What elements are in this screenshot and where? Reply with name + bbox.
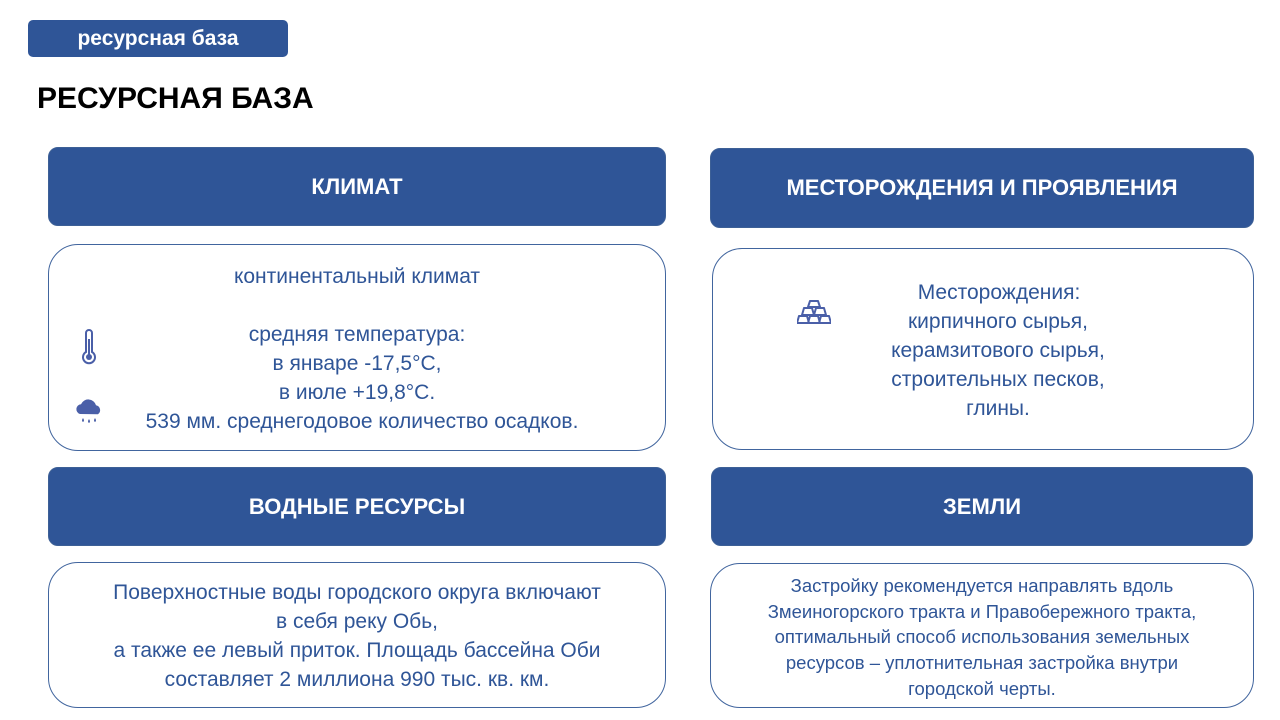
climate-text [49,262,665,436]
lands-line-3: оптимальный способ использования земельных [774,626,1190,648]
deposit-expanded-clay: керамзитового сырья, [891,339,1105,362]
water-line-4: составляет 2 миллиона 990 тыс. кв. км. [164,668,550,691]
climate-panel [48,244,666,451]
deposits-heading: Месторождения: [917,281,1081,304]
lands-panel [710,563,1254,708]
lands-text [711,573,1253,702]
page-title: РЕСУРСНАЯ БАЗА [37,82,314,115]
deposit-brick: кирпичного сырья, [907,310,1089,333]
water-header: ВОДНЫЕ РЕСУРСЫ [48,467,666,546]
water-text [49,578,665,694]
lands-header: ЗЕМЛИ [711,467,1253,546]
temperature-january: в январе -17,5°С, [272,352,442,375]
lands-line-5: городской черты. [908,677,1056,699]
climate-type: континентальный климат [233,265,481,288]
water-line-3: а также ее левый приток. Площадь бассейна Оби [113,639,601,662]
water-line-2: в себя реку Обь, [276,610,438,633]
lands-line-2: Змеиногорского тракта и Правобережного тракта, [767,600,1197,622]
deposits-text [743,278,1253,423]
section-tag: ресурсная база [28,20,288,57]
deposits-header: МЕСТОРОЖДЕНИЯ И ПРОЯВЛЕНИЯ [710,148,1254,228]
temperature-heading: средняя температура: [248,323,466,346]
thermometer-icon [81,329,97,365]
water-panel [48,562,666,708]
deposits-panel [712,248,1254,450]
rain-cloud-icon [74,399,104,427]
precipitation-text: 539 мм. среднегодовое количество осадков. [145,410,579,433]
lands-line-1: Застройку рекомендуется направлять вдоль [790,575,1174,596]
water-line-1: Поверхностные воды городского округа включают [113,581,601,604]
climate-header: КЛИМАТ [48,147,666,226]
deposit-sand: строительных песков, [891,368,1105,391]
lands-line-4: ресурсов – уплотнительная застройка внутри [785,652,1179,674]
deposit-clay: глины. [966,397,1030,420]
temperature-july: в июле +19,8°С. [278,381,436,404]
